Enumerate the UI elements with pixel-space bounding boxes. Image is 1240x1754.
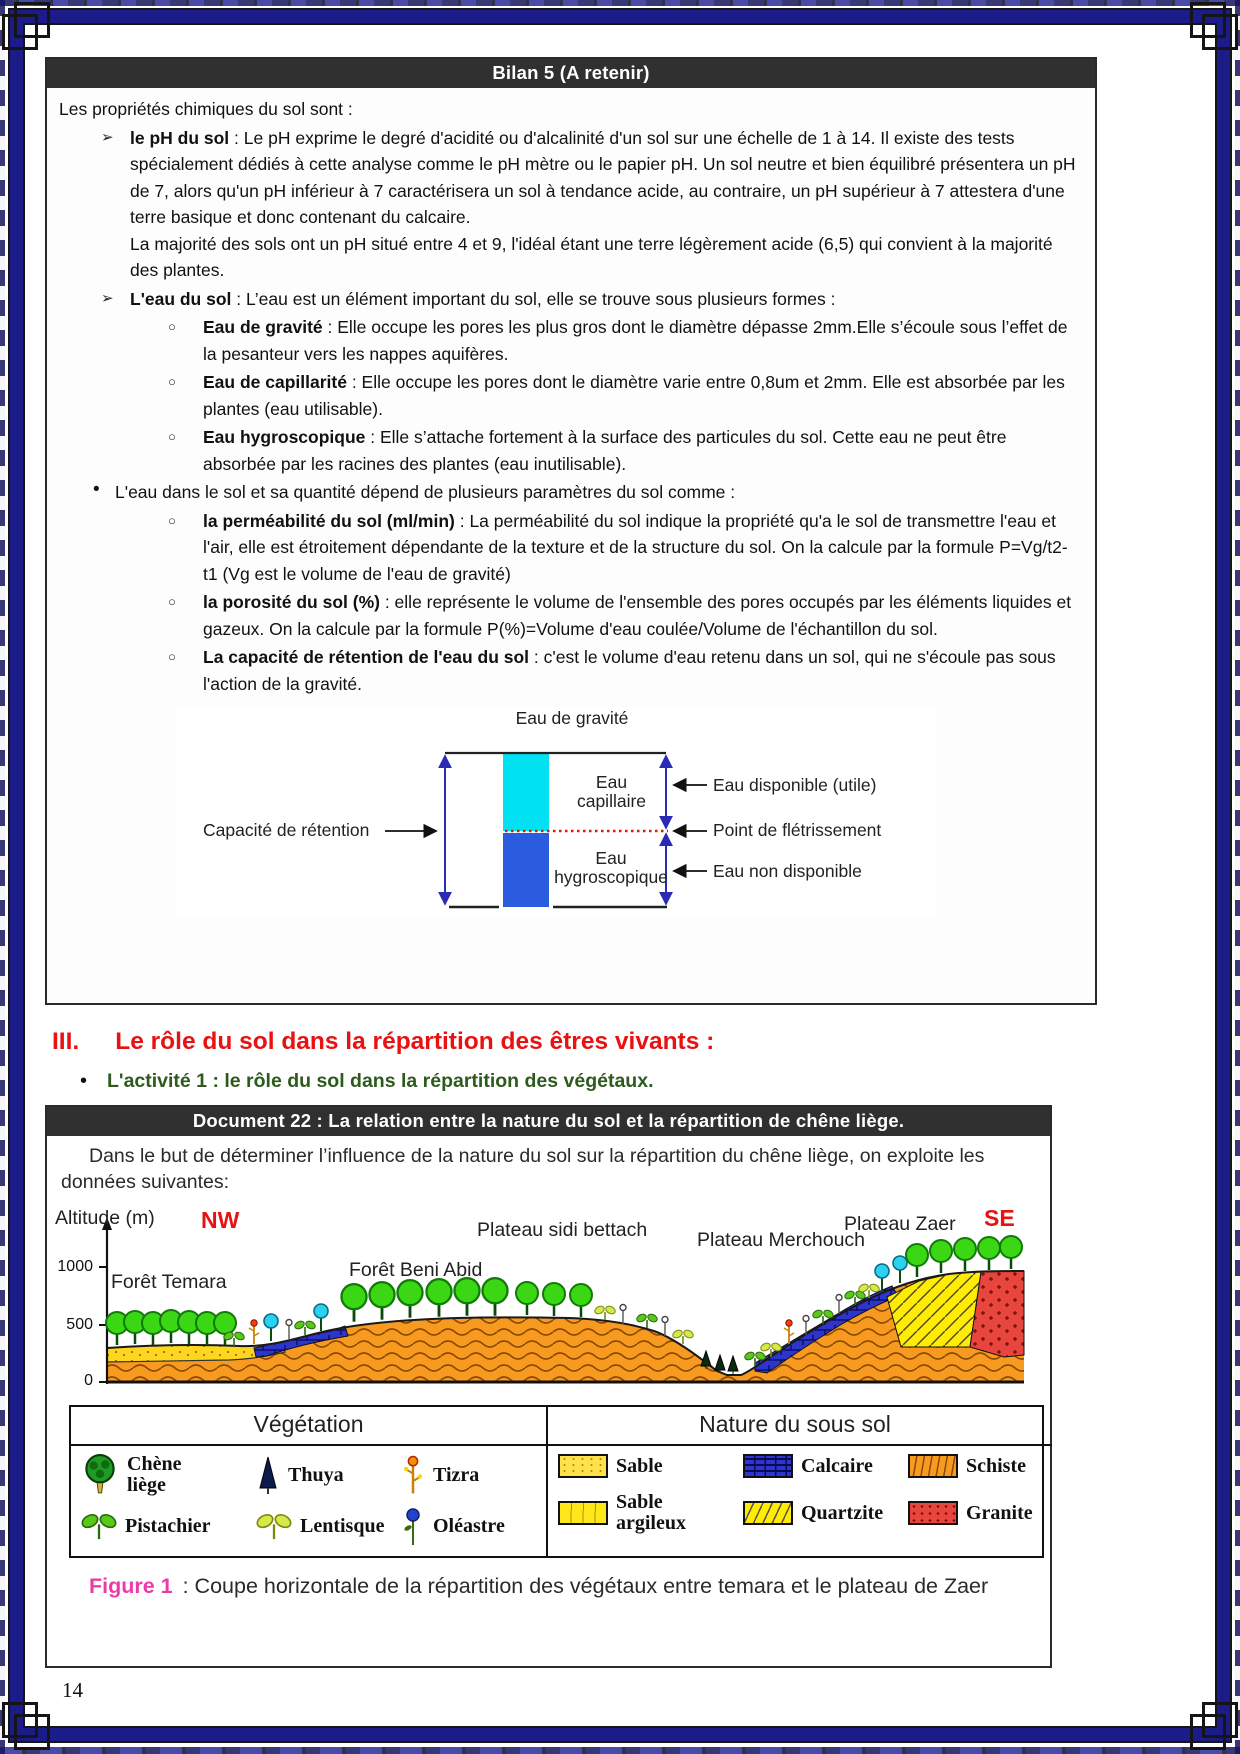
figure-caption bbox=[89, 1574, 1050, 1599]
direction-nw: NW bbox=[201, 1207, 240, 1233]
eau-label: L'eau du sol bbox=[130, 288, 232, 309]
legend-item-label: Oléastre bbox=[433, 1514, 505, 1537]
arrow-bullet-icon: ➢ bbox=[101, 128, 114, 146]
legend-item bbox=[558, 1454, 743, 1478]
list-item-permeabilite bbox=[168, 508, 1081, 588]
legend-item-label: Granite bbox=[966, 1501, 1033, 1524]
section-title: Le rôle du sol dans la répartition des êtres vivants : bbox=[115, 1028, 715, 1055]
circle-bullet-icon: ○ bbox=[168, 649, 176, 664]
legend-soil-cell bbox=[548, 1444, 1052, 1556]
frame-corner-ornament bbox=[2, 1688, 64, 1750]
label-eau-capillaire: Eau capillaire bbox=[576, 772, 647, 811]
list-item-eau-capillarite bbox=[168, 369, 1081, 422]
dot-bullet-icon: • bbox=[80, 1070, 88, 1092]
plateau-merchouch-label: Plateau Merchouch bbox=[697, 1229, 866, 1251]
subitem-label: Eau de gravité bbox=[203, 317, 323, 337]
label-eau-disponible: Eau disponible (utile) bbox=[713, 775, 877, 795]
document-22-header: Document 22 : La relation entre la nature du sol et la répartition de chêne liège. bbox=[47, 1107, 1050, 1136]
legend-item bbox=[81, 1454, 256, 1496]
list-item-porosite bbox=[168, 589, 1081, 642]
label-point-fletrissement: Point de flétrissement bbox=[713, 820, 882, 840]
legend-item-label: Chène liège bbox=[127, 1453, 182, 1496]
schiste-layer bbox=[107, 1271, 1024, 1382]
bilan-box bbox=[45, 57, 1097, 1005]
quartzite-swatch bbox=[743, 1501, 793, 1525]
scan-edge-left bbox=[0, 0, 5, 1754]
schiste-swatch bbox=[908, 1454, 958, 1478]
thuya-icon bbox=[256, 1455, 280, 1495]
legend-header-soil: Nature du sous sol bbox=[699, 1411, 891, 1437]
subitem-label: Eau hygroscopique bbox=[203, 427, 366, 447]
scan-edge-bottom bbox=[0, 1747, 1240, 1754]
tick-500: 500 bbox=[66, 1316, 93, 1333]
legend-vegetation-cell bbox=[71, 1444, 548, 1556]
subitem-text: : Elle occupe les pores les plus gros dont le diamètre dépasse 2mm.Elle s’écoule sous l’effet de la pesanteur vers les nappes aquifères. bbox=[203, 317, 1068, 364]
legend-item-label: Lentisque bbox=[300, 1514, 385, 1537]
tick-1000: 1000 bbox=[57, 1258, 93, 1275]
legend-item-label: Tizra bbox=[433, 1463, 480, 1486]
list-item-eau bbox=[55, 286, 1081, 478]
dot-bullet-icon: • bbox=[93, 479, 100, 500]
bilan-body bbox=[47, 88, 1095, 917]
subitem-label: la perméabilité du sol (ml/min) bbox=[203, 510, 455, 531]
legend-item bbox=[908, 1501, 1048, 1525]
bilan-header: Bilan 5 (A retenir) bbox=[47, 59, 1095, 88]
activity-line bbox=[80, 1070, 653, 1093]
direction-se: SE bbox=[984, 1205, 1015, 1231]
ph-text: : Le pH exprime le degré d'acidité ou d'alcalinité d'un sol sur une échelle de 1 à 14. Il existe des tests spécialement dédiés à cette analyse comme le pH mètre ou le papier pH. Un sol neutre et bien équilibré présentera un pH de 7, alors qu'un pH inférieur à 7 caractérisera un sol à tendance acide, au contraire, un pH supérieur à 7 attestera d'une terre basique et donc contenant du calcaire. bbox=[130, 127, 1076, 227]
hygroscopic-water-column bbox=[503, 833, 549, 907]
water-retention-diagram bbox=[177, 707, 937, 917]
oleastre-icon bbox=[401, 1506, 425, 1546]
ph-note: La majorité des sols ont un pH situé entre 4 et 9, l'idéal étant une terre légèrement acide (6,5) qui convient à la majorité des plantes. bbox=[130, 233, 1053, 280]
legend-item bbox=[743, 1454, 908, 1478]
section-3-heading bbox=[52, 1028, 714, 1056]
label-capacite-retention: Capacité de rétention bbox=[203, 820, 370, 840]
frame-corner-ornament bbox=[1176, 1688, 1238, 1750]
subitem-text: : elle représente le volume de l'ensemble des pores occupés par les éléments liquides et gazeux. On la calcule par la formule P(%)=Volume d'eau coulée/Volume de l'échantillon du sol. bbox=[203, 592, 1072, 639]
subitem-text: : Elle occupe les pores dont le diamètre varie entre 0,8um et 2mm. Elle est absorbée par les plantes (eau utilisable). bbox=[203, 372, 1065, 419]
list-item-ph bbox=[55, 125, 1081, 284]
legend-item bbox=[401, 1506, 536, 1546]
tizra-icon bbox=[401, 1455, 425, 1495]
arrow-bullet-icon: ➢ bbox=[101, 289, 114, 307]
legend-item bbox=[908, 1454, 1048, 1478]
sable-argileux-swatch bbox=[558, 1501, 608, 1525]
granite-swatch bbox=[908, 1501, 958, 1525]
subitem-text: : La perméabilité du sol indique la propriété qu'a le sol de transmettre l'eau et l'air, elle est étroitement dépendante de la texture et de la structure du sol. On la calcule par la formule P=Vg/t2-t1 (Vg est le volume de l'eau de gravité) bbox=[203, 510, 1068, 584]
circle-bullet-icon: ○ bbox=[168, 374, 176, 389]
section-numeral: III. bbox=[52, 1028, 80, 1055]
label-eau-hygroscopique: Eau hygroscopique bbox=[554, 848, 668, 887]
label-eau-de-gravite: Eau de gravité bbox=[515, 708, 629, 728]
page-number: 14 bbox=[62, 1678, 83, 1702]
legend-item bbox=[256, 1506, 401, 1546]
scan-edge-right bbox=[1235, 0, 1240, 1754]
legend-table bbox=[69, 1405, 1044, 1558]
foret-temara-label: Forêt Temara bbox=[111, 1271, 227, 1293]
ph-label: le pH du sol bbox=[130, 127, 230, 148]
circle-bullet-icon: ○ bbox=[168, 319, 176, 334]
document-22-box bbox=[45, 1105, 1052, 1668]
label-eau-non-disponible: Eau non disponible bbox=[713, 861, 862, 881]
figure-caption-text: : Coupe horizontale de la répartition des végétaux entre temara et le plateau de Zaer bbox=[176, 1574, 989, 1598]
list-item-eau-hygroscopique bbox=[168, 424, 1081, 477]
list-item-quantite bbox=[55, 479, 1081, 697]
legend-item-label: Schiste bbox=[966, 1454, 1026, 1477]
tick-0: 0 bbox=[84, 1372, 93, 1389]
capillary-water-column bbox=[503, 753, 549, 831]
subitem-label: la porosité du sol (%) bbox=[203, 592, 380, 612]
circle-bullet-icon: ○ bbox=[168, 594, 176, 609]
pistachier-icon bbox=[81, 1511, 117, 1541]
quartzite-layer bbox=[887, 1272, 981, 1347]
circle-bullet-icon: ○ bbox=[168, 429, 176, 444]
list-item-eau-gravite bbox=[168, 314, 1081, 367]
legend-item bbox=[256, 1454, 401, 1496]
legend-header-vegetation: Végétation bbox=[71, 1407, 548, 1444]
legend-item bbox=[81, 1506, 256, 1546]
legend-item-label: Sable bbox=[616, 1454, 663, 1477]
legend-item bbox=[401, 1454, 536, 1496]
list-item-capacite bbox=[168, 644, 1081, 697]
eau-text: : L’eau est un élément important du sol, elle se trouve sous plusieurs formes : bbox=[231, 288, 836, 309]
scan-edge-top bbox=[0, 0, 1240, 6]
plateau-zaer-label: Plateau Zaer bbox=[844, 1213, 956, 1235]
subitem-text: : c'est le volume d'eau retenu dans un sol, qui ne s'écoule pas sous l'action de la gravité. bbox=[203, 647, 1056, 694]
axis-label: Altitude (m) bbox=[55, 1207, 155, 1229]
figure-caption-label: Figure 1 bbox=[89, 1574, 173, 1598]
activity-text: L'activité 1 : le rôle du sol dans la répartition des végétaux. bbox=[107, 1070, 654, 1092]
calcaire-swatch bbox=[743, 1454, 793, 1478]
legend-item-label: Quartzite bbox=[801, 1501, 884, 1524]
sable-swatch bbox=[558, 1454, 608, 1478]
bilan-intro: Les propriétés chimiques du sol sont : bbox=[59, 99, 353, 119]
subitem-text: : Elle s’attache fortement à la surface des particules du sol. Cette eau ne peut être absorbée par les racines des plantes (eau inutilisable). bbox=[203, 427, 1007, 474]
frame-corner-ornament bbox=[2, 2, 64, 64]
cork-oak-icon bbox=[81, 1454, 119, 1496]
legend-item bbox=[558, 1492, 743, 1534]
lentisque-icon bbox=[256, 1511, 292, 1541]
subitem-label: La capacité de rétention de l'eau du sol bbox=[203, 647, 530, 667]
legend-item-label: Sable argileux bbox=[616, 1491, 686, 1534]
legend-item bbox=[743, 1501, 908, 1525]
foret-beni-abid-label: Forêt Beni Abid bbox=[349, 1259, 483, 1281]
cross-section-figure bbox=[49, 1205, 1039, 1391]
document-22-intro: Dans le but de déterminer l’influence de la nature du sol sur la répartition du chêne liège, on exploite les données suivantes: bbox=[61, 1145, 985, 1193]
subitem-label: Eau de capillarité bbox=[203, 372, 347, 392]
circle-bullet-icon: ○ bbox=[168, 512, 176, 528]
quantite-intro: L'eau dans le sol et sa quantité dépend de plusieurs paramètres du sol comme : bbox=[115, 482, 736, 502]
legend-item-label: Calcaire bbox=[801, 1454, 873, 1477]
legend-item-label: Thuya bbox=[288, 1463, 344, 1486]
frame-corner-ornament bbox=[1176, 2, 1238, 64]
legend-item-label: Pistachier bbox=[125, 1514, 211, 1537]
plateau-sidi-bettach-label: Plateau sidi bettach bbox=[477, 1219, 648, 1241]
